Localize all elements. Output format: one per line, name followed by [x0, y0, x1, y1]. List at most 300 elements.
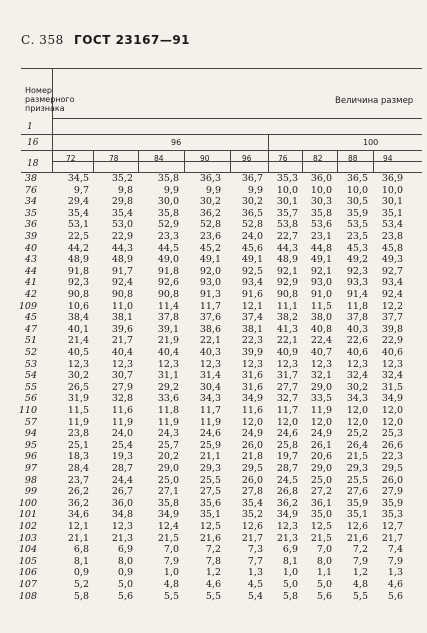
- table-cell: 29,8: [111, 196, 133, 208]
- table-cell: 21,8: [241, 451, 263, 463]
- table-cell: 90,8: [111, 289, 133, 300]
- table-cell: 7,9: [163, 555, 179, 567]
- row-label: 107: [18, 579, 37, 590]
- row-label-18: 18: [27, 159, 39, 169]
- table-cell: 29,3: [199, 463, 221, 474]
- table-cell: 48,9: [276, 254, 298, 266]
- sub-header-cell: 90: [200, 154, 210, 163]
- row-label: 41: [24, 277, 37, 289]
- table-cell: 11,7: [199, 405, 221, 416]
- row-label-1: 1: [27, 122, 33, 132]
- row-label: 97: [24, 463, 37, 474]
- table-cell: 1,0: [282, 567, 298, 579]
- table-cell: 10,6: [67, 300, 89, 312]
- table-cell: 11,7: [199, 300, 221, 312]
- table-cell: 93,0: [310, 277, 332, 289]
- table-cell: 29,2: [157, 381, 179, 393]
- table-cell: 92,3: [67, 277, 89, 289]
- row-label: 42: [24, 289, 37, 300]
- table-cell: 7,9: [387, 555, 403, 567]
- table-cell: 9,9: [163, 184, 179, 196]
- table-cell: 26,0: [381, 474, 403, 486]
- table-cell: 35,9: [346, 207, 368, 219]
- table-cell: 30,7: [111, 370, 133, 382]
- table-cell: 9,7: [73, 184, 89, 196]
- table-cell: 10,0: [381, 184, 403, 196]
- table-cell: 91,3: [199, 289, 221, 300]
- table-cell: 36,9: [381, 173, 403, 184]
- table-cell: 26,0: [241, 474, 263, 486]
- table-cell: 11,6: [111, 405, 133, 416]
- table-cell: 35,4: [67, 207, 89, 219]
- table-cell: 36,3: [199, 173, 221, 184]
- table-cell: 35,2: [241, 509, 263, 521]
- table-cell: 23,8: [381, 231, 403, 242]
- table-cell: 44,3: [111, 242, 133, 254]
- table-cell: 1,2: [352, 567, 368, 579]
- table-cell: 92,4: [111, 277, 133, 289]
- table-cell: 34,8: [111, 509, 133, 521]
- table-cell: 12,3: [381, 358, 403, 370]
- table-cell: 7,4: [387, 544, 403, 556]
- table-cell: 12,4: [157, 521, 179, 532]
- table-cell: 1,3: [387, 567, 403, 579]
- table-cell: 35,2: [111, 173, 133, 184]
- row-label: 53: [24, 358, 37, 370]
- table-cell: 12,3: [346, 358, 368, 370]
- table-cell: 36,2: [199, 207, 221, 219]
- table-cell: 35,1: [199, 509, 221, 521]
- table-cell: 90,8: [157, 289, 179, 300]
- table-cell: 30,2: [199, 196, 221, 208]
- table-cell: 34,3: [346, 393, 368, 405]
- row-label: 102: [18, 521, 37, 532]
- table-cell: 11,9: [111, 416, 133, 428]
- table-cell: 32,8: [111, 393, 133, 405]
- table-cell: 24,9: [241, 428, 263, 440]
- table-cell: 6,9: [282, 544, 298, 556]
- table-cell: 29,5: [381, 463, 403, 474]
- table-cell: 90,8: [276, 289, 298, 300]
- table-cell: 4,5: [247, 579, 263, 590]
- table-cell: 12,3: [111, 521, 133, 532]
- table-cell: 26,0: [241, 439, 263, 451]
- table-cell: 34,9: [241, 393, 263, 405]
- table-cell: 26,2: [67, 486, 89, 498]
- row-label: 35: [24, 207, 37, 219]
- table-cell: 45,8: [381, 242, 403, 254]
- group-value-96: 96: [171, 138, 182, 147]
- table-cell: 25,0: [310, 474, 332, 486]
- table-cell: 31,5: [381, 381, 403, 393]
- table-cell: 5,5: [352, 590, 368, 602]
- table-cell: 35,8: [157, 207, 179, 219]
- table-cell: 29,0: [310, 463, 332, 474]
- table-cell: 92,7: [381, 265, 403, 277]
- table-cell: 40,7: [310, 347, 332, 358]
- table-cell: 31,4: [199, 370, 221, 382]
- table-cell: 40,4: [111, 347, 133, 358]
- row-label: 54: [24, 370, 37, 382]
- table-cell: 91,4: [346, 289, 368, 300]
- table-cell: 91,7: [111, 265, 133, 277]
- table-cell: 19,7: [276, 451, 298, 463]
- table-cell: 29,0: [310, 381, 332, 393]
- table-cell: 1,0: [163, 567, 179, 579]
- table-cell: 40,4: [157, 347, 179, 358]
- table-cell: 91,0: [310, 289, 332, 300]
- table-cell: 40,3: [199, 347, 221, 358]
- table-cell: 18,3: [67, 451, 89, 463]
- sub-header-cell: 84: [154, 154, 164, 163]
- table-cell: 7,3: [247, 544, 263, 556]
- table-cell: 4,8: [163, 579, 179, 590]
- table-cell: 22,1: [276, 335, 298, 347]
- table-cell: 33,6: [157, 393, 179, 405]
- table-cell: 12,3: [276, 358, 298, 370]
- table-cell: 31,6: [241, 381, 263, 393]
- table-cell: 41,3: [276, 323, 298, 335]
- table-cell: 32,4: [381, 370, 403, 382]
- table-cell: 23,7: [67, 474, 89, 486]
- table-cell: 49,1: [241, 254, 263, 266]
- table-cell: 24,6: [276, 428, 298, 440]
- table-cell: 0,9: [117, 567, 133, 579]
- group-value-100: 100: [363, 138, 379, 147]
- table-cell: 22,4: [310, 335, 332, 347]
- row-label: 45: [24, 312, 37, 324]
- table-cell: 31,6: [241, 370, 263, 382]
- table-cell: 29,4: [67, 196, 89, 208]
- row-label: 56: [24, 393, 37, 405]
- table-cell: 34,9: [157, 509, 179, 521]
- page-header: [21, 33, 190, 47]
- table-cell: 19,3: [111, 451, 133, 463]
- table-cell: 53,8: [276, 219, 298, 231]
- table-cell: 12,0: [276, 416, 298, 428]
- table-cell: 37,8: [157, 312, 179, 324]
- table-cell: 12,6: [241, 521, 263, 532]
- table-cell: 21,5: [157, 532, 179, 544]
- row-label: 57: [24, 416, 37, 428]
- table-cell: 34,3: [199, 393, 221, 405]
- table-cell: 28,7: [111, 463, 133, 474]
- row-label: 100: [18, 497, 37, 509]
- table-cell: 23,3: [157, 231, 179, 242]
- row-label: 34: [24, 196, 37, 208]
- sub-header-cell: 94: [383, 154, 393, 163]
- table-cell: 53,0: [111, 219, 133, 231]
- table-cell: 11,8: [157, 405, 179, 416]
- table-cell: 34,9: [381, 393, 403, 405]
- table-cell: 34,6: [67, 509, 89, 521]
- table-cell: 24,0: [241, 231, 263, 242]
- table-cell: 6,8: [73, 544, 89, 556]
- table-cell: 36,2: [67, 497, 89, 509]
- table-cell: 12,6: [346, 521, 368, 532]
- row-label: 40: [24, 242, 37, 254]
- table-cell: 35,1: [381, 207, 403, 219]
- table-cell: 92,5: [241, 265, 263, 277]
- table-cell: 1,3: [247, 567, 263, 579]
- sub-header-cell: 78: [109, 154, 119, 163]
- table-cell: 27,7: [276, 381, 298, 393]
- table-cell: 34,5: [67, 173, 89, 184]
- table-cell: 5,5: [163, 590, 179, 602]
- table-cell: 39,6: [111, 323, 133, 335]
- table-cell: 35,4: [241, 497, 263, 509]
- table-cell: 35,8: [157, 497, 179, 509]
- row-label: 51: [24, 335, 37, 347]
- table-cell: 7,0: [163, 544, 179, 556]
- table-cell: 45,3: [346, 242, 368, 254]
- row-label: 43: [24, 254, 37, 266]
- table-cell: 35,0: [310, 509, 332, 521]
- table-cell: 30,0: [157, 196, 179, 208]
- row-label: 94: [24, 428, 37, 440]
- table-cell: 9,9: [205, 184, 221, 196]
- row-label: 95: [24, 439, 37, 451]
- table-cell: 38,4: [67, 312, 89, 324]
- table-cell: 7,2: [205, 544, 221, 556]
- table-cell: 22,9: [381, 335, 403, 347]
- table-cell: 11,5: [310, 300, 332, 312]
- table-cell: 0,9: [73, 567, 89, 579]
- table-cell: 36,0: [310, 173, 332, 184]
- table-cell: 37,4: [241, 312, 263, 324]
- table-cell: 25,9: [199, 439, 221, 451]
- table-cell: 5,2: [73, 579, 89, 590]
- row-label: 109: [18, 300, 37, 312]
- table-cell: 44,8: [310, 242, 332, 254]
- table-cell: 93,4: [381, 277, 403, 289]
- table-cell: 10,0: [276, 184, 298, 196]
- table-cell: 21,5: [346, 451, 368, 463]
- row-label: 76: [24, 184, 37, 196]
- table-cell: 12,7: [381, 521, 403, 532]
- table-cell: 12,3: [111, 358, 133, 370]
- table-cell: 25,5: [346, 474, 368, 486]
- table-cell: 32,1: [310, 370, 332, 382]
- table-cell: 4,6: [205, 579, 221, 590]
- table-cell: 48,9: [111, 254, 133, 266]
- table-cell: 29,3: [346, 463, 368, 474]
- table-cell: 35,7: [276, 207, 298, 219]
- table-cell: 92,4: [381, 289, 403, 300]
- table-cell: 12,0: [241, 416, 263, 428]
- table-cell: 35,9: [346, 497, 368, 509]
- row-label: 110: [18, 405, 37, 416]
- table-cell: 12,0: [381, 416, 403, 428]
- table-cell: 52,8: [241, 219, 263, 231]
- table-cell: 36,1: [310, 497, 332, 509]
- table-cell: 92,9: [276, 277, 298, 289]
- table-cell: 11,5: [67, 405, 89, 416]
- row-label: 103: [18, 532, 37, 544]
- table-cell: 12,3: [157, 358, 179, 370]
- table-cell: 31,7: [276, 370, 298, 382]
- standard-number: ГОСТ 23167—91: [74, 33, 191, 47]
- table-cell: 22,3: [241, 335, 263, 347]
- table-cell: 44,5: [157, 242, 179, 254]
- table-cell: 24,6: [199, 428, 221, 440]
- row-label: 106: [18, 567, 37, 579]
- table-cell: 7,8: [205, 555, 221, 567]
- header-line: размерного: [25, 95, 75, 104]
- table-cell: 30,2: [241, 196, 263, 208]
- table-cell: 21,3: [111, 532, 133, 544]
- table-cell: 92,3: [346, 265, 368, 277]
- row-label: 36: [24, 219, 37, 231]
- table-cell: 8,0: [316, 555, 332, 567]
- table-cell: 1,1: [316, 567, 332, 579]
- table-cell: 30,3: [310, 196, 332, 208]
- table-cell: 24,9: [310, 428, 332, 440]
- table-cell: 12,3: [67, 358, 89, 370]
- table-cell: 39,9: [241, 347, 263, 358]
- table-cell: 1,2: [205, 567, 221, 579]
- table-cell: 27,2: [310, 486, 332, 498]
- sub-header-cell: 72: [66, 154, 76, 163]
- header-line: признака: [25, 104, 65, 113]
- table-cell: 35,9: [381, 497, 403, 509]
- table-cell: 26,4: [346, 439, 368, 451]
- table-cell: 25,8: [276, 439, 298, 451]
- table-cell: 40,8: [310, 323, 332, 335]
- table-cell: 21,3: [276, 532, 298, 544]
- table-cell: 22,1: [199, 335, 221, 347]
- table-cell: 21,5: [310, 532, 332, 544]
- table-cell: 5,8: [73, 590, 89, 602]
- table-cell: 92,1: [276, 265, 298, 277]
- table-cell: 21,6: [346, 532, 368, 544]
- row-label: 39: [24, 231, 37, 242]
- table-cell: 31,1: [157, 370, 179, 382]
- table-cell: 22,9: [111, 231, 133, 242]
- table-cell: 25,5: [199, 474, 221, 486]
- table-cell: 37,6: [199, 312, 221, 324]
- table-cell: 8,0: [117, 555, 133, 567]
- table-cell: 34,9: [276, 509, 298, 521]
- table-cell: 53,6: [310, 219, 332, 231]
- table-cell: 28,7: [276, 463, 298, 474]
- table-cell: 7,0: [316, 544, 332, 556]
- table-cell: 25,7: [157, 439, 179, 451]
- row-label: 99: [24, 486, 37, 498]
- table-cell: 12,3: [276, 521, 298, 532]
- table-cell: 36,5: [241, 207, 263, 219]
- table-cell: 4,8: [352, 579, 368, 590]
- table-cell: 92,6: [157, 277, 179, 289]
- table-cell: 40,5: [67, 347, 89, 358]
- table-cell: 38,1: [241, 323, 263, 335]
- table-cell: 12,0: [381, 405, 403, 416]
- table-cell: 9,9: [247, 184, 263, 196]
- table-cell: 45,2: [199, 242, 221, 254]
- table-cell: 12,0: [346, 405, 368, 416]
- table-cell: 24,4: [111, 474, 133, 486]
- table-cell: 36,2: [276, 497, 298, 509]
- table-cell: 21,7: [241, 532, 263, 544]
- table-cell: 26,6: [381, 439, 403, 451]
- table-cell: 12,0: [346, 416, 368, 428]
- table-cell: 93,0: [199, 277, 221, 289]
- column-header-label: [25, 86, 75, 113]
- table-cell: 11,9: [67, 416, 89, 428]
- table-cell: 40,9: [276, 347, 298, 358]
- sub-header-cell: 88: [348, 154, 358, 163]
- table-cell: 40,6: [381, 347, 403, 358]
- table-cell: 25,2: [346, 428, 368, 440]
- table-cell: 20,6: [310, 451, 332, 463]
- header-line: Номер: [25, 86, 52, 95]
- table-cell: 12,0: [310, 416, 332, 428]
- row-label: 55: [24, 381, 37, 393]
- row-label: 44: [24, 265, 37, 277]
- sub-header-cell: 96: [242, 154, 252, 163]
- table-cell: 22,6: [346, 335, 368, 347]
- table-cell: 36,0: [111, 497, 133, 509]
- table-cell: 38,1: [111, 312, 133, 324]
- table-cell: 91,8: [67, 265, 89, 277]
- table-cell: 49,3: [381, 254, 403, 266]
- table-cell: 21,7: [111, 335, 133, 347]
- table-title: Величина размер: [335, 96, 414, 106]
- table-cell: 39,1: [157, 323, 179, 335]
- table-cell: 5,6: [387, 590, 403, 602]
- table-cell: 30,2: [346, 381, 368, 393]
- table-cell: 5,6: [316, 590, 332, 602]
- table-cell: 11,9: [157, 416, 179, 428]
- sub-header-cell: 76: [278, 154, 288, 163]
- table-cell: 24,5: [276, 474, 298, 486]
- row-label: 108: [18, 590, 37, 602]
- row-label: 98: [24, 474, 37, 486]
- table-cell: 11,0: [111, 300, 133, 312]
- row-label: 105: [18, 555, 37, 567]
- table-cell: 27,8: [241, 486, 263, 498]
- table-cell: 12,3: [310, 358, 332, 370]
- table-cell: 30,5: [346, 196, 368, 208]
- row-label: 96: [24, 451, 37, 463]
- row-label: 47: [24, 323, 37, 335]
- table-cell: 5,8: [282, 590, 298, 602]
- table-cell: 11,1: [276, 300, 298, 312]
- table-cell: 91,8: [157, 265, 179, 277]
- table-cell: 48,9: [67, 254, 89, 266]
- table-cell: 35,8: [157, 173, 179, 184]
- page-number: С. 358: [21, 33, 64, 47]
- table-cell: 35,4: [111, 207, 133, 219]
- table-cell: 7,7: [247, 555, 263, 567]
- table-cell: 23,6: [199, 231, 221, 242]
- table-cell: 35,1: [346, 509, 368, 521]
- table-cell: 35,8: [310, 207, 332, 219]
- table-cell: 7,2: [352, 544, 368, 556]
- table-cell: 31,9: [67, 393, 89, 405]
- table-cell: 23,1: [310, 231, 332, 242]
- table-cell: 12,3: [241, 358, 263, 370]
- row-label: 52: [24, 347, 37, 358]
- table-cell: 29,0: [157, 463, 179, 474]
- table-cell: 40,1: [67, 323, 89, 335]
- table-cell: 5,6: [117, 590, 133, 602]
- table-cell: 11,9: [199, 416, 221, 428]
- table-cell: 24,0: [111, 428, 133, 440]
- table-cell: 25,0: [157, 474, 179, 486]
- row-label-16: 16: [27, 138, 39, 148]
- table-cell: 33,5: [310, 393, 332, 405]
